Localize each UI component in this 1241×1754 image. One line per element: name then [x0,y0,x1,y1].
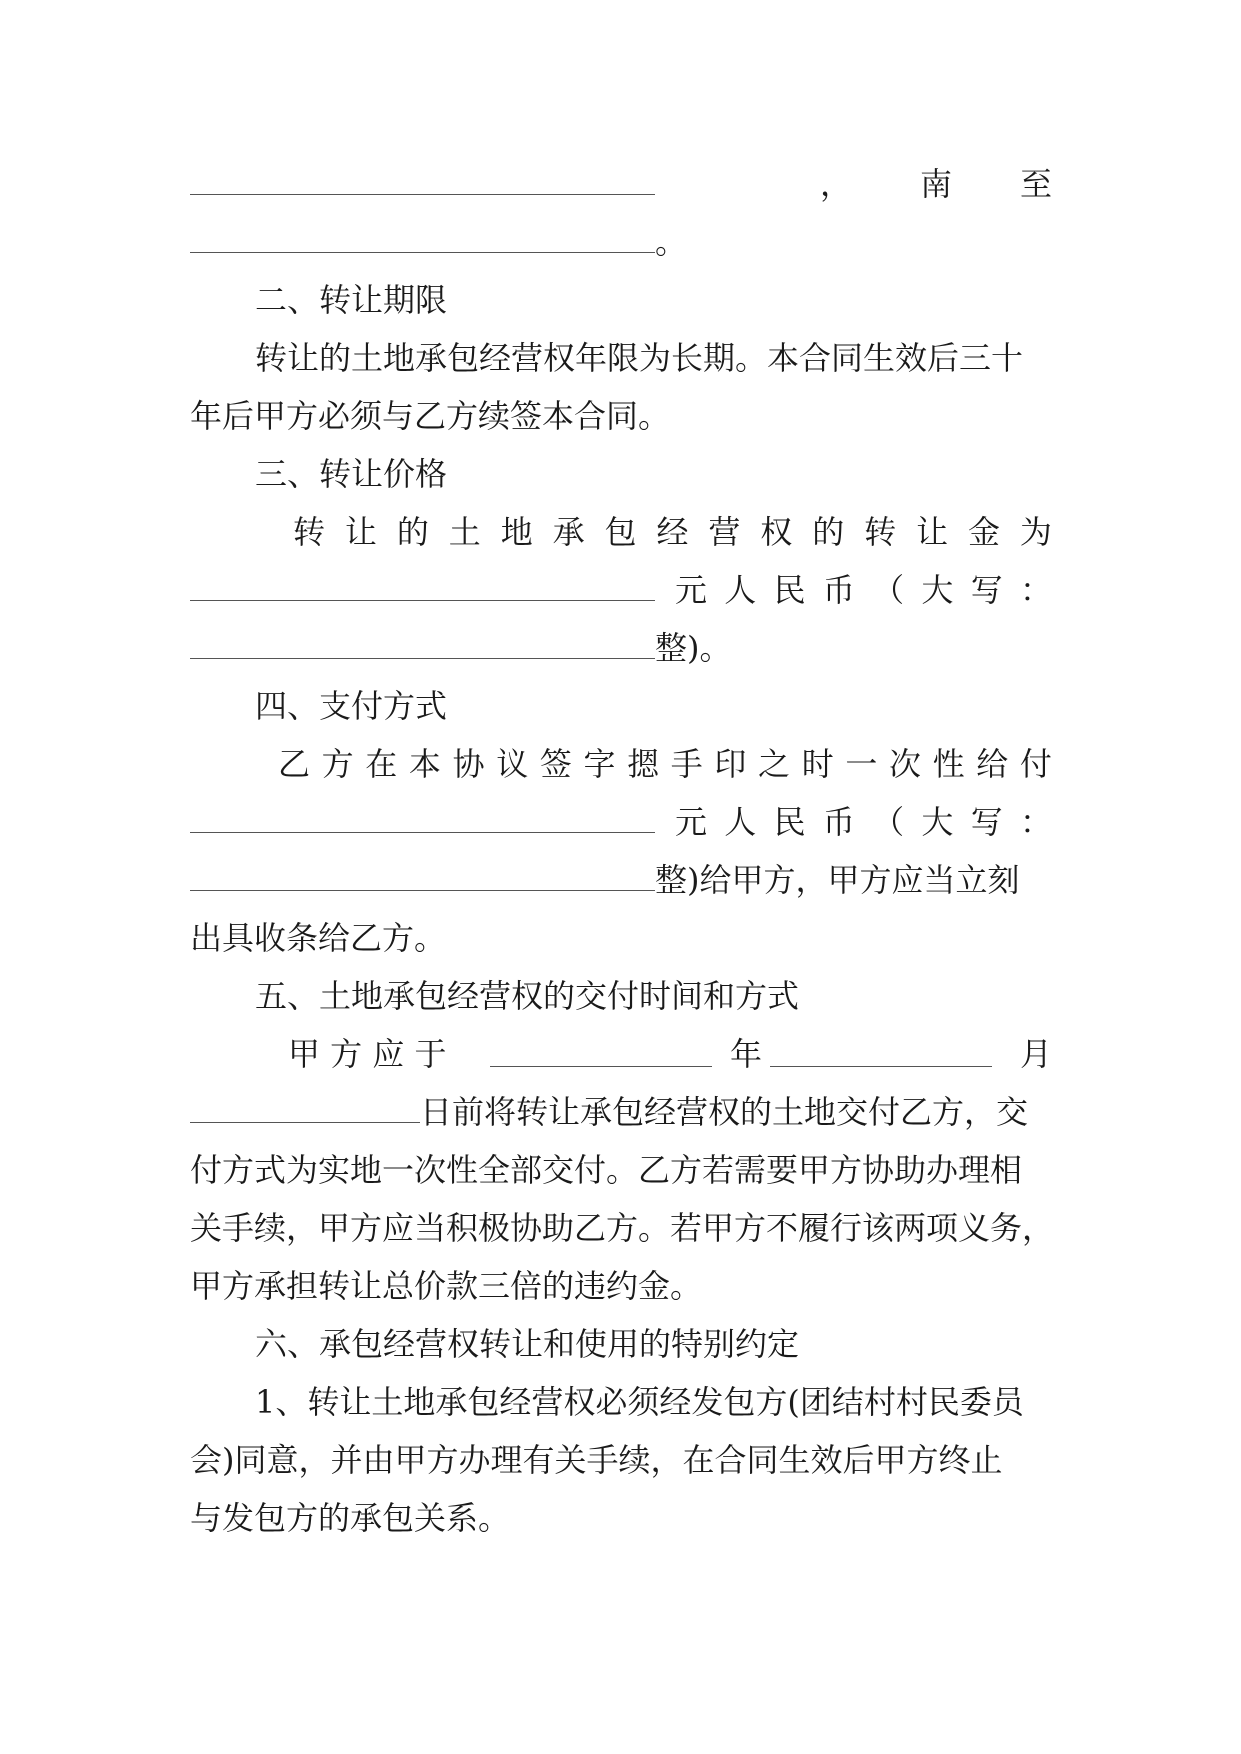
price-unit-char: 写 [970,571,1003,609]
price-line1-char: 包 [604,513,637,551]
section-6-para-line2: 会)同意，并由甲方办理有关手续，在合同生效后甲方终止 [190,1441,1003,1479]
line-boundary-south [190,162,1052,206]
section-3-heading: 三、转让价格 [255,455,448,493]
section-6-para-line3: 与发包方的承包关系。 [190,1499,511,1537]
price-line1-char: 地 [500,513,533,551]
price-line1-char: 让 [916,513,949,551]
payment-line1-char: 次 [888,745,921,783]
price-unit-char: 人 [724,571,757,609]
payment-unit-char: 大 [921,803,954,841]
price-line1-char: 营 [708,513,741,551]
blank-payment-uppercase [190,864,655,891]
blank-payment-amount [190,806,655,833]
payment-line1-char: 协 [452,745,485,783]
price-end-text: 整)。 [655,629,732,667]
payment-line1-char: 印 [714,745,747,783]
blank-month [770,1040,992,1067]
payment-unit-char: 民 [773,803,806,841]
section-2-heading: 二、转让期限 [255,281,448,319]
payment-line1-char: 在 [365,745,398,783]
price-unit-char: （ [872,571,905,609]
price-line1-char: 的 [396,513,429,551]
deliver-by-text: 甲 方 应 于 [288,1035,447,1073]
section-3-para-line2 [190,568,1052,612]
price-line1-char: 转 [293,513,326,551]
section-5-heading: 五、土地承包经营权的交付时间和方式 [255,977,800,1015]
payment-unit-char: （ [872,803,905,841]
blank-south-boundary [190,226,655,253]
payment-end-text: 整)给甲方，甲方应当立刻 [655,861,1020,899]
price-unit-char: 元 [675,571,708,609]
section-4-para-line4: 出具收条给乙方。 [190,919,447,957]
south-label: 南 [920,165,953,203]
price-unit-char: 大 [921,571,954,609]
payment-line1-char: 签 [539,745,572,783]
payment-unit-char: 元 [675,803,708,841]
section-2-para-line2: 年后甲方必须与乙方续签本合同。 [190,397,671,435]
price-line1-char: 经 [656,513,689,551]
price-unit-char: ： [1019,571,1052,609]
blank-price-amount [190,574,655,601]
section-3-para-line1 [190,510,1052,554]
payment-unit-char: 币 [822,803,855,841]
payment-unit-char: ： [1019,803,1052,841]
section-4-para-line2 [190,800,1052,844]
payment-unit-char: 写 [970,803,1003,841]
price-line1-char: 转 [864,513,897,551]
price-unit-char: 民 [773,571,806,609]
section-4-para-line3 [190,858,1052,902]
price-line1-char: 权 [760,513,793,551]
section-6-para-line1: 1、转让土地承包经营权必须经发包方(团结村村民委员 [255,1383,1024,1421]
price-line1-char: 金 [967,513,1000,551]
payment-line1-char: 一 [845,745,878,783]
section-5-para-line2 [190,1090,1052,1134]
section-2-para-line1: 转让的土地承包经营权年限为长期。本合同生效后三十 [255,339,1024,377]
price-line1-char: 为 [1019,513,1052,551]
blank-east-boundary [190,168,655,195]
payment-line1-char: 字 [583,745,616,783]
payment-line1-char: 时 [801,745,834,783]
payment-line1-char: 给 [976,745,1009,783]
price-line1-char: 让 [344,513,377,551]
payment-line1-char: 方 [321,745,354,783]
section-5-para-line1 [190,1032,1052,1076]
blank-day [190,1096,420,1123]
year-label: 年 [730,1035,763,1073]
section-5-para-line3: 付方式为实地一次性全部交付。乙方若需要甲方协助办理相 [190,1151,1023,1189]
month-label: 月 [1020,1035,1053,1073]
payment-unit-char: 人 [724,803,757,841]
to-label: 至 [1020,165,1053,203]
price-unit-text [675,568,1052,612]
section-6-heading: 六、承包经营权转让和使用的特别约定 [255,1325,800,1363]
payment-line1-char: 乙 [278,745,311,783]
payment-unit-text [675,800,1052,844]
section-3-para-line3 [190,626,1052,670]
section-4-heading: 四、支付方式 [255,687,448,725]
line-south-blank [190,220,1052,264]
section-5-para-line5: 甲方承担转让总价款三倍的违约金。 [190,1267,703,1305]
payment-line1-char: 之 [758,745,791,783]
period: 。 [655,223,688,261]
payment-line1-char: 性 [932,745,965,783]
price-line1-char: 承 [552,513,585,551]
payment-line1-char: 本 [408,745,441,783]
price-line1-char: 的 [812,513,845,551]
price-line1-char: 土 [448,513,481,551]
payment-line1-char: 手 [670,745,703,783]
section-5-para-line4: 关手续，甲方应当积极协助乙方。若甲方不履行该两项义务， [190,1209,1055,1247]
payment-line1-char: 议 [496,745,529,783]
blank-price-uppercase [190,632,655,659]
payment-line1-char: 摁 [627,745,660,783]
blank-year [490,1040,712,1067]
comma: ， [820,165,853,203]
payment-line1-char: 付 [1019,745,1052,783]
section-4-para-line1 [190,742,1052,786]
day-end-text: 日前将转让承包经营权的土地交付乙方，交 [420,1093,1029,1131]
price-unit-char: 币 [822,571,855,609]
